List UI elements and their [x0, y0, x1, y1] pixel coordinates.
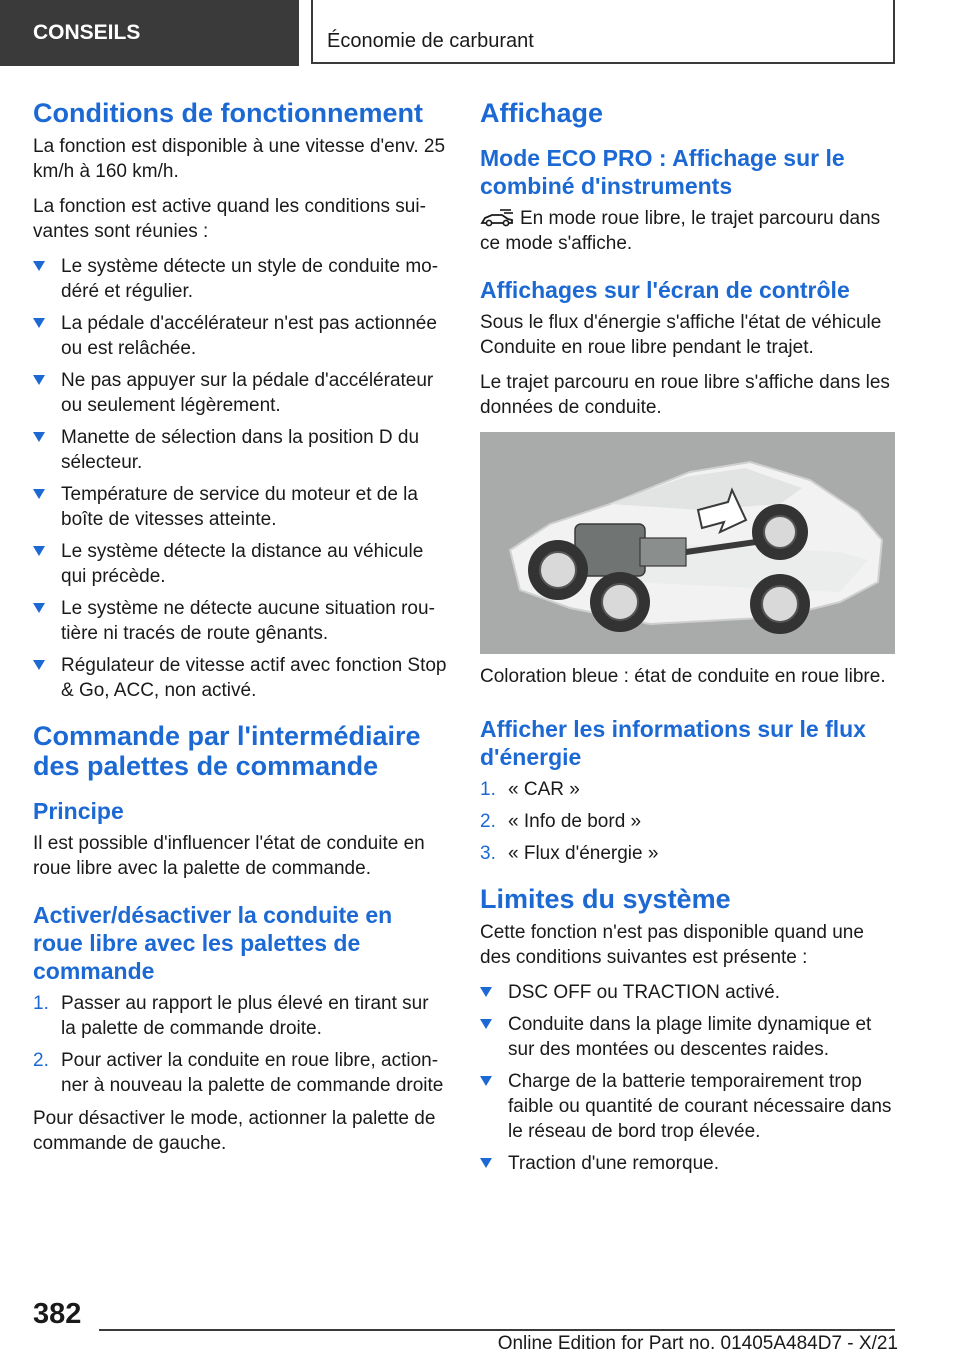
right-column [480, 98, 894, 1184]
list-item: 2. Pour activer la conduite en roue libre, action-ner à nouveau la palette de commande droite [33, 1050, 444, 1096]
list-item: Le système détecte un style de conduite mo-déré et régulier. [33, 254, 447, 304]
conditions-list [33, 254, 447, 703]
triangle-bullet-icon [33, 489, 45, 499]
limits-list [480, 980, 894, 1176]
list-item: Charge de la batterie temporairement trop faible ou quantité de courant nécessaire dans le réseau de bord trop élevée. [480, 1069, 894, 1144]
list-item: DSC OFF ou TRACTION activé. [480, 980, 894, 1005]
list-item: 1. « CAR » [480, 779, 580, 800]
limits-paragraph: Cette fonction n'est pas disponible quand une des conditions suivantes est présente : [480, 922, 864, 968]
car-illustration [480, 432, 895, 654]
list-item: La pédale d'accélérateur n'est pas actionnée ou est relâchée. [33, 311, 447, 361]
triangle-bullet-icon [33, 660, 45, 670]
list-item: 2. « Info de bord » [480, 811, 642, 832]
list-item: Traction d'une remorque. [480, 1151, 894, 1176]
control-screen-subheading: Affichages sur l'écran de contrôle [480, 277, 850, 303]
triangle-bullet-icon [33, 261, 45, 271]
left-column [33, 98, 447, 1166]
activate-subheading: Activer/désactiver la conduite en roue libre avec les palettes de commande [33, 902, 393, 984]
triangle-bullet-icon [480, 1158, 492, 1168]
triangle-bullet-icon [480, 1019, 492, 1029]
figure-caption: Coloration bleue : état de conduite en roue libre. [480, 666, 886, 687]
triangle-bullet-icon [33, 603, 45, 613]
eco-pro-subheading: Mode ECO PRO : Affichage sur le combiné d'instruments [480, 145, 845, 199]
conditions-paragraph-2: La fonction est active quand les conditions sui-vantes sont réunies : [33, 196, 426, 242]
principle-paragraph: Il est possible d'influencer l'état de conduite en roue libre avec la palette de commande. [33, 833, 425, 879]
triangle-bullet-icon [480, 1076, 492, 1086]
topic-tab: Économie de carburant [311, 0, 895, 64]
car-coasting-icon [480, 209, 514, 227]
list-item: Température de service du moteur et de la boîte de vitesses atteinte. [33, 482, 447, 532]
energy-flow-steps [480, 777, 894, 866]
list-item: Le système détecte la distance au véhicule qui précède. [33, 539, 447, 589]
conditions-heading: Conditions de fonctionnement [33, 98, 423, 128]
triangle-bullet-icon [33, 546, 45, 556]
triangle-bullet-icon [33, 375, 45, 385]
page-number: 382 [33, 1298, 82, 1330]
conditions-paragraph-1: La fonction est disponible à une vitesse d'env. 25 km/h à 160 km/h. [33, 136, 446, 182]
principle-subheading: Principe [33, 798, 124, 824]
list-item: Conduite dans la plage limite dynamique et sur des montées ou descentes raides. [480, 1012, 894, 1062]
energy-flow-subheading: Afficher les informations sur le flux d'énergie [480, 716, 866, 770]
footer-divider [99, 1329, 895, 1331]
control-screen-paragraph-2: Le trajet parcouru en roue libre s'affiche dans les données de conduite. [480, 372, 890, 418]
limits-heading: Limites du système [480, 884, 731, 914]
edition-footer: Online Edition for Part no. 01405A484D7 - X/21 [497, 1333, 898, 1354]
activate-steps [33, 991, 447, 1098]
list-item: Ne pas appuyer sur la pédale d'accélérateur ou seulement légèrement. [33, 368, 447, 418]
car-drivetrain-image [480, 432, 895, 654]
triangle-bullet-icon [480, 987, 492, 997]
control-screen-paragraph-1: Sous le flux d'énergie s'affiche l'état de véhicule Conduite en roue libre pendant le trajet. [480, 312, 882, 358]
list-item: Le système ne détecte aucune situation rou-tière ni tracés de route gênants. [33, 596, 447, 646]
display-heading: Affichage [480, 98, 604, 128]
list-item: 1. Passer au rapport le plus élevé en tirant sur la palette de commande droite. [33, 993, 429, 1039]
eco-pro-paragraph: En mode roue libre, le trajet parcouru dans ce mode s'affiche. [480, 208, 881, 254]
paddles-heading: Commande par l'intermédiaire des palettes de commande [33, 721, 421, 781]
triangle-bullet-icon [33, 318, 45, 328]
deactivate-paragraph: Pour désactiver le mode, actionner la palette de commande de gauche. [33, 1108, 436, 1154]
section-tab: CONSEILS [0, 0, 299, 66]
list-item: Régulateur de vitesse actif avec fonction Stop & Go, ACC, non activé. [33, 653, 447, 703]
list-item: Manette de sélection dans la position D du sélecteur. [33, 425, 447, 475]
list-item: 3. « Flux d'énergie » [480, 843, 659, 864]
page-header [0, 0, 960, 66]
triangle-bullet-icon [33, 432, 45, 442]
